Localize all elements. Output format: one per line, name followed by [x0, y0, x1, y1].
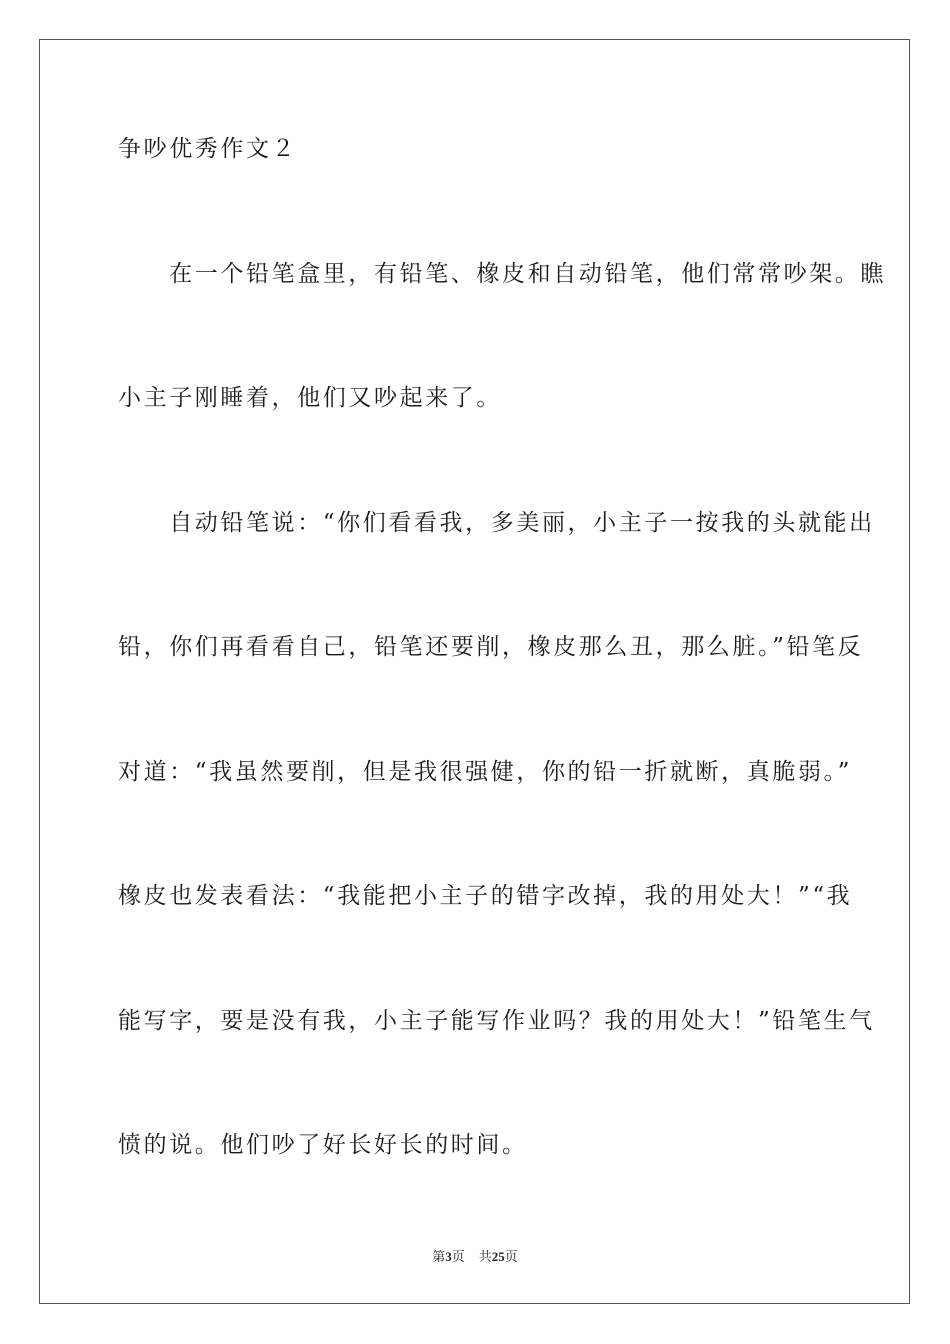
paragraph-line: 小主子刚睡着，他们又吵起来了。 — [118, 385, 502, 411]
page-border — [39, 39, 910, 1304]
page-footer — [0, 1246, 950, 1265]
paragraph-line: 橡皮也发表看法：“我能把小主子的错字改掉，我的用处大！”“我 — [118, 883, 853, 909]
paragraph-line: 愤的说。他们吵了好长好长的时间。 — [118, 1132, 528, 1158]
paragraph-line: 对道：“我虽然要削，但是我很强健，你的铅一折就断，真脆弱。” — [118, 759, 853, 785]
paragraph-line: 铅，你们再看看自己，铅笔还要削，橡皮那么丑，那么脏。”铅笔反 — [118, 634, 864, 660]
total-prefix: 共 — [478, 1249, 492, 1264]
paragraph-line: 自动铅笔说：“你们看看我，多美丽，小主子一按我的头就能出 — [118, 510, 875, 536]
paragraph-line: 能写字，要是没有我，小主子能写作业吗？我的用处大！”铅笔生气 — [118, 1008, 875, 1034]
page-prefix: 第 — [432, 1249, 446, 1264]
page-suffix: 页 — [451, 1249, 465, 1264]
total-pages: 25 — [491, 1249, 505, 1264]
document-title: 争吵优秀作文２ — [118, 136, 298, 162]
total-suffix: 页 — [504, 1249, 518, 1264]
page-number: 3 — [445, 1249, 452, 1264]
paragraph-line: 在一个铅笔盒里，有铅笔、橡皮和自动铅笔，他们常常吵架。瞧 — [118, 261, 886, 287]
